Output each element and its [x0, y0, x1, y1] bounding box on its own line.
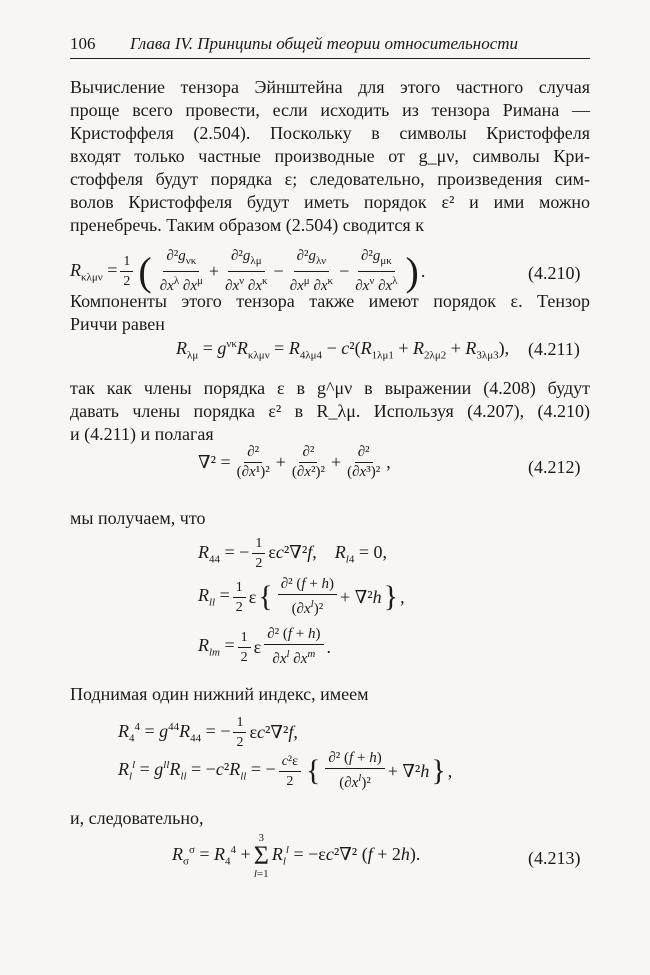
equation-rlm: $R_{lm}$ = $\frac{1}{2}$ ε $\frac{\text{∂² (f + h)}}{\partial x^l \partial x^m}$ . — [198, 626, 332, 667]
equation-number: (4.210) — [528, 263, 581, 283]
text-line: Поднимая один нижний индекс, имеем — [70, 684, 369, 704]
text-line: давать члены порядка ε² в R_λμ. Используя (4.207), (4.210) — [70, 401, 590, 421]
paragraph-terms — [70, 377, 590, 446]
text-line: проще всего провести, если исходить из тензора Римана — — [70, 100, 590, 120]
paragraph-consequently — [70, 807, 590, 830]
equation-number: (4.212) — [528, 457, 581, 477]
equation-4-213: $R_\sigma^\sigma = R_4^4$ + 3 Σ l=1 $R_l^l = -\varepsilon c^2\nabla^2$ (f + 2h). — [172, 832, 421, 880]
equation-rll: $R_{ll}$ = $\frac{1}{2}$ ε { $\frac{\text{∂² (f + h)}}{(\partial x^l)^2}$ + ∇²h } , — [198, 576, 405, 617]
text-line: стоффеля будут порядка ε; следовательно, произведения сим- — [70, 169, 590, 189]
paragraph-we-get — [70, 507, 590, 530]
text-line: Риччи равен — [70, 314, 165, 334]
paragraph-intro — [70, 76, 590, 237]
equation-4-211: $R_{\lambda\mu} = g^{\nu\kappa}R_{\kappa\lambda\mu\nu} = R_{4\lambda\mu 4} - c^2(R_{1\lambda\mu 1} + R_{2\lambda\mu 2} + R_{3\lambda\mu 3})$, — [176, 338, 510, 362]
text-line: пренебречь. Таким образом (2.504) сводится к — [70, 215, 424, 235]
equation-number: (4.211) — [528, 339, 580, 359]
equation-4-210: $R_{\kappa\lambda\mu\nu}$ = $\frac{1}{2}$ ( $\frac{\partial^2g_{\nu\kappa}}{\partial x^\lambda \partial x^\mu}$ + $\frac{\partial^2g_{\lambda\mu}}{\partial x^\nu \partial x^\kappa}$ − $\frac{\partial^2g_{\lambda\nu}}{\partial x^\mu \partial x^\kappa}$ − $\frac{\partial^2g_{\mu\kappa}}{\partial x^\nu \partial x^\lambda}$ ) . — [70, 248, 426, 294]
equation-number: (4.213) — [528, 848, 581, 868]
text-line: входят только частные производные от g_μν, символы Кри- — [70, 146, 590, 166]
equation-r44: $R_{44}$ = − $\frac{1}{2}$ εc²∇²f, $R_{l4} = 0$, — [198, 536, 387, 571]
text-line: и (4.211) и полагая — [70, 424, 214, 444]
paragraph-components — [70, 290, 590, 336]
paragraph-raising — [70, 683, 590, 706]
equation-4-212: ∇² = $\frac{\text{∂²}}{\text{(∂x¹)²}}$ + $\frac{\text{∂²}}{\text{(∂x²)²}}$ + $\frac{\text{∂²}}{\text{(∂x³)²}}$ , — [198, 444, 391, 480]
text-line: так как члены порядка ε в g^μν в выражении (4.208) будут — [70, 378, 590, 398]
equation-r4-4: $R_4^4 = g^{44}R_{44}$ = − $\frac{1}{2}$ εc²∇²f, — [118, 715, 298, 750]
text-line: мы получаем, что — [70, 508, 206, 528]
text-line: и, следовательно, — [70, 808, 204, 828]
text-line: Компоненты этого тензора также имеют порядок ε. Тензор — [70, 291, 590, 311]
page-header — [70, 34, 590, 59]
text-line: волов Кристоффеля будут иметь порядок ε² и ими можно — [70, 192, 590, 212]
equation-rl-l: $R_l^l = g^{ll}R_{ll} = -c^2R_{ll}$ = − $\frac{\text{c²ε}}{2}$ { $\frac{\text{∂² (f + h)}}{(\partial x^l)^2}$ + ∇²h } , — [118, 750, 453, 791]
text-line: Кристоффеля (2.504). Поскольку в символы Кристоффеля — [70, 123, 590, 143]
page-number: 106 — [70, 34, 96, 53]
text-line: Вычисление тензора Эйнштейна для этого частного случая — [70, 77, 590, 97]
running-head: Глава IV. Принципы общей теории относительности — [130, 34, 519, 53]
